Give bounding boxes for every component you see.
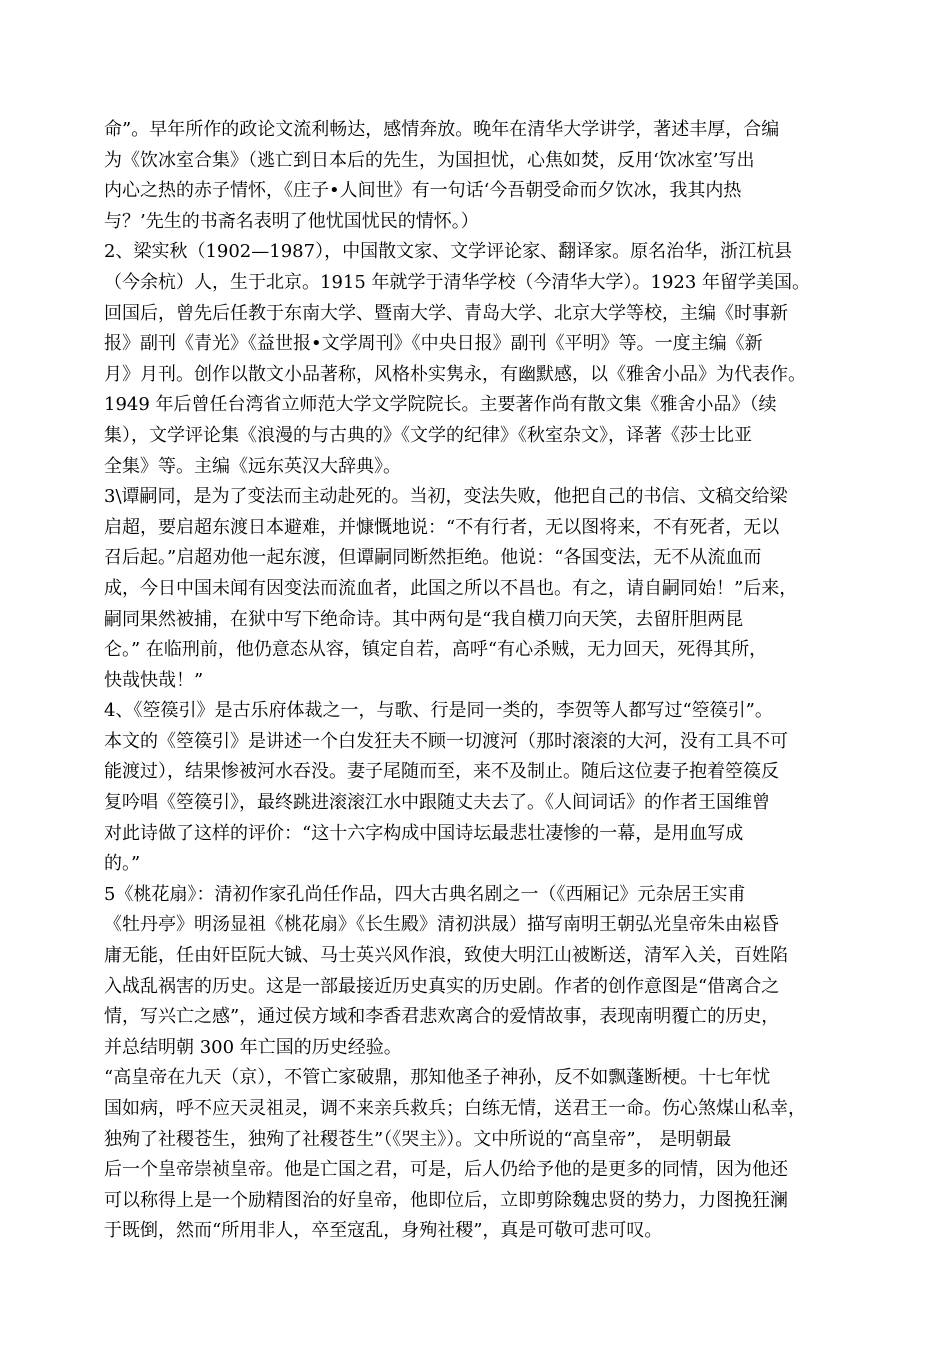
text-line: 嗣同果然被捕，在狱中写下绝命诗。其中两句是“我自横刀向天笑，去留肝胆两昆 xyxy=(104,608,744,630)
text-line: 与？’先生的书斋名表明了他忧国忧民的情怀。） xyxy=(104,210,479,232)
text-line: 仑。” 在临刑前，他仍意态从容，镇定自若，高呼“有心杀贼，无力回天，死得其所， xyxy=(104,639,768,661)
text-line: 于既倒，然而“所用非人，卒至寇乱，身殉社稷”，真是可敬可悲可叹。 xyxy=(104,1220,663,1242)
text-line: 可以称得上是一个励精图治的好皇帝，他即位后，立即剪除魏忠贤的势力，力图挽狂澜 xyxy=(104,1189,788,1211)
text-line: 能渡过），结果惨被河水吞没。妻子尾随而至，来不及制止。随后这位妻子抱着箜篌反 xyxy=(104,761,779,783)
text-line: 5《桃花扇》：清初作家孔尚任作品，四大古典名剧之一（《西厢记》元杂居王实甫 xyxy=(104,883,746,905)
text-line: 情，写兴亡之感”，通过侯方域和李香君悲欢离合的爱情故事，表现南明覆亡的历史， xyxy=(104,1006,780,1028)
document-body xyxy=(104,115,844,1247)
text-line: 集），文学评论集《浪漫的与古典的》《文学的纪律》《秋室杂文》，译著《莎士比亚 xyxy=(104,424,752,446)
text-line: 命”。早年所作的政论文流利畅达，感情奔放。晚年在清华大学讲学，著述丰厚，合编 xyxy=(104,119,780,140)
text-line: 1949 年后曾任台湾省立师范大学文学院院长。主要著作尚有散文集《雅舍小品》（续 xyxy=(104,394,777,416)
text-line: 3\谭嗣同，是为了变法而主动赴死的。当初，变法失败，他把自己的书信、文稿交给梁 xyxy=(104,486,788,508)
text-line: 成，今日中国未闻有因变法而流血者，此国之所以不昌也。有之，请自嗣同始！”后来， xyxy=(104,577,798,599)
text-line: 回国后，曾先后任教于东南大学、暨南大学、青岛大学、北京大学等校，主编《时事新 xyxy=(104,302,788,324)
text-line: “高皇帝在九天（京），不管亡家破鼎，那知他圣子神孙，反不如飘蓬断梗。十七年忧 xyxy=(104,1067,771,1089)
text-line: 2、梁实秋（1902—1987），中国散文家、文学评论家、翻译家。原名治华，浙江杭县 xyxy=(104,241,793,263)
text-line: （今余杭）人，生于北京。1915 年就学于清华学校（今清华大学）。1923 年留学美国。 xyxy=(104,271,811,293)
text-line: 内心之热的赤子情怀，《庄子•人间世》有一句话‘今吾朝受命而夕饮冰，我其内热 xyxy=(104,180,742,202)
text-line: 快哉快哉！” xyxy=(104,669,204,691)
text-line: 后一个皇帝崇祯皇帝。他是亡国之君，可是，后人仍给予他的是更多的同情，因为他还 xyxy=(104,1159,788,1181)
text-line: 复吟唱《箜篌引》，最终跳进滚滚江水中跟随丈夫去了。《人间词话》的作者王国维曾 xyxy=(104,792,770,814)
text-line: 全集》等。主编《远东英汉大辞典》。 xyxy=(104,455,401,477)
text-line: 的。” xyxy=(104,853,141,875)
text-line: 本文的《箜篌引》是讲述一个白发狂夫不顾一切渡河（那时滚滚的大河，没有工具不可 xyxy=(104,730,788,752)
text-line: 庸无能，任由奸臣阮大铖、马士英兴风作浪，致使大明江山被断送，清军入关，百姓陷 xyxy=(104,945,788,967)
text-line: 入战乱祸害的历史。这是一部最接近历史真实的历史剧。作者的创作意图是“借离合之 xyxy=(104,975,780,997)
text-line: 《牡丹亭》明汤显祖《桃花扇》《长生殿》清初洪晟）描写南明王朝弘光皇帝朱由崧昏 xyxy=(104,914,779,936)
text-line: 为《饮冰室合集》（逃亡到日本后的先生，为国担忧，心焦如焚，反用‘饮冰室’写出 xyxy=(104,149,755,171)
text-line: 独殉了社稷苍生，独殉了社稷苍生”（《哭主》）。文中所说的“高皇帝”， 是明朝最 xyxy=(104,1128,732,1150)
text-line: 4、《箜篌引》是古乐府体裁之一，与歌、行是同一类的，李贺等人都写过“箜篌引”。 xyxy=(104,700,773,722)
text-line: 对此诗做了这样的评价：“这十六字构成中国诗坛最悲壮凄惨的一幕，是用血写成 xyxy=(104,822,744,844)
text-line: 启超，要启超东渡日本避难，并慷慨地说：“不有行者，无以图将来，不有死者，无以 xyxy=(104,516,780,538)
text-line: 召后起。”启超劝他一起东渡，但谭嗣同断然拒绝。他说：“各国变法，无不从流血而 xyxy=(104,547,762,569)
text-line: 国如病，呼不应天灵祖灵，调不来亲兵救兵；白练无情，送君王一命。伤心煞煤山私幸， xyxy=(104,1098,806,1119)
text-line: 月》月刊。创作以散文小品著称，风格朴实隽永，有幽默感，以《雅舍小品》为代表作。 xyxy=(104,363,806,385)
text-line: 报》副刊《青光》《益世报•文学周刊》《中央日报》副刊《平明》等。一度主编《新 xyxy=(104,333,763,355)
text-line: 并总结明朝 300 年亡国的历史经验。 xyxy=(104,1036,402,1058)
